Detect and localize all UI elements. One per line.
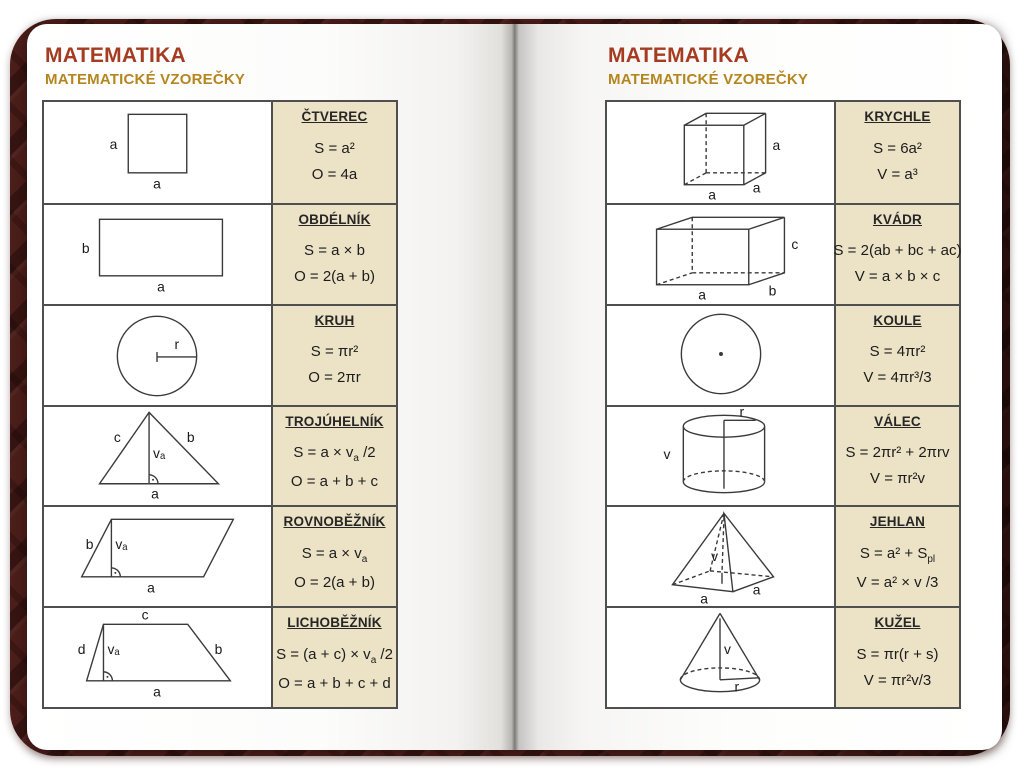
formula-area: $S = a \times v_a$ /2: [293, 444, 376, 464]
formula-perimeter: O = a + b + c: [290, 473, 379, 490]
edge-label: c: [791, 235, 799, 252]
table-row: [607, 606, 959, 707]
diagram-rectangle: [44, 205, 271, 304]
height-label: vₐ: [115, 536, 128, 553]
square-outline: [128, 114, 186, 172]
formula-cell: [271, 102, 396, 203]
page-title: MATEMATIKA: [45, 44, 187, 67]
formula-area: $S = (a + c) \times v_a$ /2: [276, 645, 393, 666]
formula-cell: [834, 102, 959, 203]
cube-top-face: [684, 113, 765, 125]
side-label: a: [153, 683, 161, 700]
formula-cell: [271, 608, 396, 707]
formula-cell: [834, 608, 959, 707]
shape-name: KVÁDR: [872, 211, 922, 227]
diagram-triangle: [44, 407, 271, 506]
shape-name: OBDÉLNÍK: [298, 211, 371, 227]
radius-line: [720, 678, 759, 680]
side-label: a: [147, 579, 155, 596]
side-label: a: [157, 278, 165, 295]
side-label: c: [141, 608, 149, 623]
shape-name: JEHLAN: [869, 514, 926, 530]
page-spread: [27, 24, 1002, 750]
formula-cell: [834, 507, 959, 606]
parallelogram-outline: [82, 520, 234, 577]
formula-surface: S = πr(r + s): [856, 645, 939, 663]
shape-name: KRUH: [314, 312, 355, 328]
formula-cell: [271, 306, 396, 405]
table-row: [44, 505, 396, 606]
diagram-cell: [44, 205, 271, 304]
side-label: c: [113, 429, 121, 446]
formula-perimeter: O = 4a: [311, 165, 358, 183]
edge-label: a: [772, 136, 781, 153]
diagram-trapezoid: [44, 608, 271, 707]
formula-perimeter: O = 2πr: [308, 369, 361, 387]
side-label: a: [151, 486, 159, 503]
side-label: a: [153, 175, 161, 192]
diagram-pyramid: [607, 507, 834, 606]
table-row: [607, 405, 959, 506]
formula-perimeter: O = a + b + c + d: [278, 674, 391, 692]
formula-volume: V = πr²v: [870, 470, 925, 487]
side-label: a: [109, 135, 118, 152]
cuboid-top-face: [657, 217, 785, 229]
page-subtitle: MATEMATICKÉ VZOREČKY: [608, 71, 809, 88]
formula-volume: V = a² × v /3: [856, 573, 939, 591]
edge-label: a: [752, 179, 761, 196]
diagram-cylinder: [607, 407, 834, 506]
table-row: [607, 203, 962, 304]
diagram-cell: [44, 102, 271, 203]
shape-name: LICHOBĚŽNÍK: [287, 615, 382, 631]
formula-volume: V = a × b × c: [854, 268, 941, 286]
formula-area: S = a²: [314, 139, 355, 157]
formula-surface: S = 2(ab + bc + ac): [833, 242, 962, 260]
shape-name: TROJÚHELNÍK: [285, 413, 384, 429]
formula-surface: $S = a^2 + S_{pl}$: [859, 544, 936, 565]
diagram-cell: [607, 507, 834, 606]
diagram-cube: [607, 103, 834, 202]
diagram-cell: [607, 608, 834, 707]
diagram-cell: [607, 102, 834, 203]
center-dot: [719, 352, 723, 356]
formula-table-3d: [605, 100, 961, 709]
diagram-sphere: [607, 306, 834, 405]
formula-perimeter: O = 2(a + b): [294, 268, 375, 286]
diagram-circle: [44, 306, 271, 405]
cone-base-front: [680, 680, 759, 692]
height-label: v: [663, 446, 671, 463]
edge-label: b: [768, 282, 777, 299]
table-row: [607, 102, 959, 203]
formula-cell: [271, 205, 396, 304]
formula-volume: V = 4πr³/3: [863, 369, 932, 387]
table-row: [44, 405, 396, 506]
formula-surface: S = 2πr² + 2πrv: [845, 444, 950, 461]
formula-table-2d: [42, 100, 398, 709]
diagram-cuboid: [607, 205, 834, 304]
diagram-cell: [44, 608, 271, 707]
formula-perimeter: O = 2(a + b): [294, 573, 375, 591]
shape-name: KRYCHLE: [864, 109, 931, 124]
formula-area: S = a × b: [304, 242, 365, 260]
formula-area: S = πr²: [310, 343, 359, 361]
rectangle-outline: [100, 219, 223, 276]
formula-cell: [834, 306, 959, 405]
shape-name: ROVNOBĚŽNÍK: [283, 514, 386, 530]
radius-label: r: [734, 678, 740, 695]
height-line: [722, 518, 724, 574]
formula-volume: V = πr²v/3: [863, 671, 932, 689]
hidden-edge: [710, 571, 773, 577]
edge-label: a: [708, 186, 716, 202]
table-row: [44, 606, 396, 707]
shape-name: VÁLEC: [874, 413, 921, 429]
diagram-cell: [44, 306, 271, 405]
page-title: MATEMATIKA: [608, 44, 750, 67]
height-label: vₐ: [107, 641, 120, 658]
table-row: [607, 505, 959, 606]
diagram-cell: [607, 205, 834, 304]
diagram-square: [44, 103, 271, 202]
formula-cell: [833, 205, 962, 304]
shape-name: KOULE: [873, 312, 922, 328]
angle-dot: [114, 572, 116, 574]
diagram-cell: [44, 507, 271, 606]
diagram-cell: [607, 407, 834, 506]
angle-dot: [106, 676, 108, 678]
edge-label: a: [752, 581, 761, 598]
diagram-cell: [607, 306, 834, 405]
formula-cell: [834, 407, 959, 506]
formula-volume: V = a³: [877, 165, 918, 183]
diagram-parallelogram: [44, 507, 271, 606]
left-page-header: [45, 44, 445, 88]
formula-area: $S = a \times v_a$: [301, 544, 368, 565]
hidden-edge: [657, 273, 693, 285]
page-subtitle: MATEMATICKÉ VZOREČKY: [45, 71, 246, 88]
cube-front-face: [684, 125, 743, 184]
formula-surface: S = 4πr²: [869, 343, 926, 361]
diagram-cell: [44, 407, 271, 506]
table-row: [44, 203, 396, 304]
height-label: v: [711, 548, 719, 565]
side-label: b: [81, 239, 90, 256]
angle-dot: [152, 479, 154, 481]
hidden-edge: [684, 173, 706, 185]
side-label: b: [214, 641, 223, 658]
table-row: [44, 102, 396, 203]
edge-label: a: [698, 286, 707, 303]
radius-label: r: [739, 406, 745, 420]
height-label: vₐ: [153, 445, 166, 462]
cuboid-front-face: [657, 229, 749, 285]
side-label: d: [77, 641, 86, 658]
table-row: [607, 304, 959, 405]
diagram-cone: [607, 608, 834, 707]
formula-surface: S = 6a²: [873, 139, 922, 157]
height-label: v: [723, 641, 731, 658]
edge-label: a: [700, 590, 709, 607]
shape-name: KUŽEL: [874, 615, 921, 631]
right-page-header: [608, 44, 1008, 88]
radius-label: r: [174, 335, 180, 352]
side-label: b: [85, 536, 94, 553]
table-row: [44, 304, 396, 405]
formula-cell: [271, 407, 396, 506]
shape-name: ČTVEREC: [301, 109, 368, 124]
side-label: b: [186, 429, 195, 446]
formula-cell: [271, 507, 396, 606]
